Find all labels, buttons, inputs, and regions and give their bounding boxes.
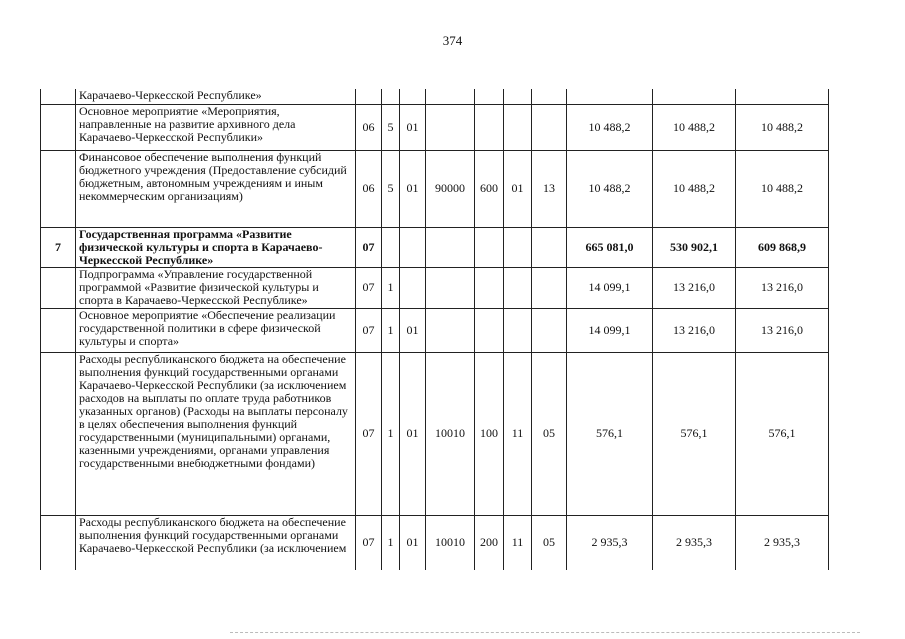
code-direction: 90000	[426, 150, 475, 227]
code-program: 07	[356, 227, 382, 267]
page-number: 374	[442, 33, 463, 48]
code-section: 11	[504, 515, 532, 570]
code-direction	[426, 308, 475, 352]
code-subsection	[532, 89, 567, 104]
amount-year-3	[736, 89, 829, 104]
amount-year-3: 576,1	[736, 352, 829, 515]
code-expense-type	[475, 227, 504, 267]
amount-year-3: 13 216,0	[736, 308, 829, 352]
code-section: 11	[504, 352, 532, 515]
code-expense-type	[475, 267, 504, 308]
code-subprogram: 1	[382, 308, 400, 352]
code-program: 06	[356, 104, 382, 150]
code-measure: 01	[400, 352, 426, 515]
table-row	[41, 515, 829, 570]
code-measure: 01	[400, 308, 426, 352]
code-direction	[426, 104, 475, 150]
amount-year-2: 576,1	[653, 352, 736, 515]
code-direction	[426, 267, 475, 308]
row-name: Основное мероприятие «Мероприятия, направленные на развитие архивного дела Карачаево-Черкесской Республики»	[76, 104, 356, 150]
code-subsection	[532, 308, 567, 352]
code-subprogram: 5	[382, 150, 400, 227]
code-program: 07	[356, 267, 382, 308]
row-number	[41, 89, 76, 104]
amount-year-3: 13 216,0	[736, 267, 829, 308]
code-subsection	[532, 104, 567, 150]
code-measure	[400, 227, 426, 267]
code-section	[504, 308, 532, 352]
code-expense-type: 600	[475, 150, 504, 227]
table-row	[41, 308, 829, 352]
code-subprogram: 1	[382, 515, 400, 570]
code-section	[504, 89, 532, 104]
amount-year-2: 13 216,0	[653, 308, 736, 352]
row-number: 7	[41, 227, 76, 267]
row-number	[41, 267, 76, 308]
row-name: Основное мероприятие «Обеспечение реализации государственной политики в сфере физической культуры и спорта»	[76, 308, 356, 352]
table-row	[41, 150, 829, 227]
amount-year-2: 13 216,0	[653, 267, 736, 308]
code-expense-type	[475, 89, 504, 104]
row-number	[41, 308, 76, 352]
table-row	[41, 104, 829, 150]
code-measure: 01	[400, 150, 426, 227]
code-measure	[400, 267, 426, 308]
code-subprogram	[382, 227, 400, 267]
code-expense-type	[475, 308, 504, 352]
amount-year-1: 665 081,0	[567, 227, 653, 267]
amount-year-3: 2 935,3	[736, 515, 829, 570]
amount-year-1: 14 099,1	[567, 308, 653, 352]
table-row	[41, 89, 829, 104]
code-subsection	[532, 267, 567, 308]
table-row	[41, 352, 829, 515]
code-direction	[426, 89, 475, 104]
amount-year-2	[653, 89, 736, 104]
amount-year-3: 10 488,2	[736, 150, 829, 227]
code-program: 07	[356, 515, 382, 570]
amount-year-1: 10 488,2	[567, 150, 653, 227]
row-number	[41, 150, 76, 227]
code-subprogram	[382, 89, 400, 104]
amount-year-3: 10 488,2	[736, 104, 829, 150]
amount-year-1: 2 935,3	[567, 515, 653, 570]
amount-year-1	[567, 89, 653, 104]
code-section	[504, 104, 532, 150]
amount-year-1: 14 099,1	[567, 267, 653, 308]
code-subprogram: 1	[382, 267, 400, 308]
amount-year-3: 609 868,9	[736, 227, 829, 267]
code-program: 07	[356, 352, 382, 515]
code-direction	[426, 227, 475, 267]
code-measure: 01	[400, 104, 426, 150]
table-row	[41, 227, 829, 267]
row-name: Расходы республиканского бюджета на обеспечение выполнения функций государственными органами Карачаево-Черкесской Республики (за исключением расходов на выплаты по оплате труда работников указанных органов) (Расходы на выплаты персоналу в целях обеспечения выполнения функций государственными (муниципальными) органами, казенными учреждениями, органами управления государственными внебюджетными фондами)	[76, 352, 356, 515]
row-name: Финансовое обеспечение выполнения функций бюджетного учреждения (Предоставление субсидий бюджетным, автономным учреждениям и иным некоммерческим организациям)	[76, 150, 356, 227]
amount-year-1: 10 488,2	[567, 104, 653, 150]
table-row	[41, 267, 829, 308]
code-expense-type	[475, 104, 504, 150]
code-measure	[400, 89, 426, 104]
row-name: Карачаево-Черкесской Республике»	[76, 89, 356, 104]
row-name: Подпрограмма «Управление государственной программой «Развитие физической культуры и спорта в Карачаево-Черкесской Республике»	[76, 267, 356, 308]
budget-table	[40, 89, 829, 570]
code-program: 06	[356, 150, 382, 227]
code-program	[356, 89, 382, 104]
page-bottom-line	[230, 632, 860, 633]
code-subsection: 13	[532, 150, 567, 227]
code-section: 01	[504, 150, 532, 227]
amount-year-2: 2 935,3	[653, 515, 736, 570]
code-program: 07	[356, 308, 382, 352]
code-expense-type: 100	[475, 352, 504, 515]
amount-year-1: 576,1	[567, 352, 653, 515]
row-number	[41, 515, 76, 570]
row-name: Государственная программа «Развитие физической культуры и спорта в Карачаево-Черкесской Республике»	[76, 227, 356, 267]
code-direction: 10010	[426, 352, 475, 515]
code-subsection: 05	[532, 352, 567, 515]
code-subsection: 05	[532, 515, 567, 570]
code-expense-type: 200	[475, 515, 504, 570]
row-name: Расходы республиканского бюджета на обеспечение выполнения функций государственными органами Карачаево-Черкесской Республики (за исключением	[76, 515, 356, 570]
code-subprogram: 5	[382, 104, 400, 150]
code-measure: 01	[400, 515, 426, 570]
code-section	[504, 227, 532, 267]
row-number	[41, 352, 76, 515]
code-subsection	[532, 227, 567, 267]
amount-year-2: 530 902,1	[653, 227, 736, 267]
code-direction: 10010	[426, 515, 475, 570]
amount-year-2: 10 488,2	[653, 104, 736, 150]
row-number	[41, 104, 76, 150]
code-subprogram: 1	[382, 352, 400, 515]
code-section	[504, 267, 532, 308]
amount-year-2: 10 488,2	[653, 150, 736, 227]
